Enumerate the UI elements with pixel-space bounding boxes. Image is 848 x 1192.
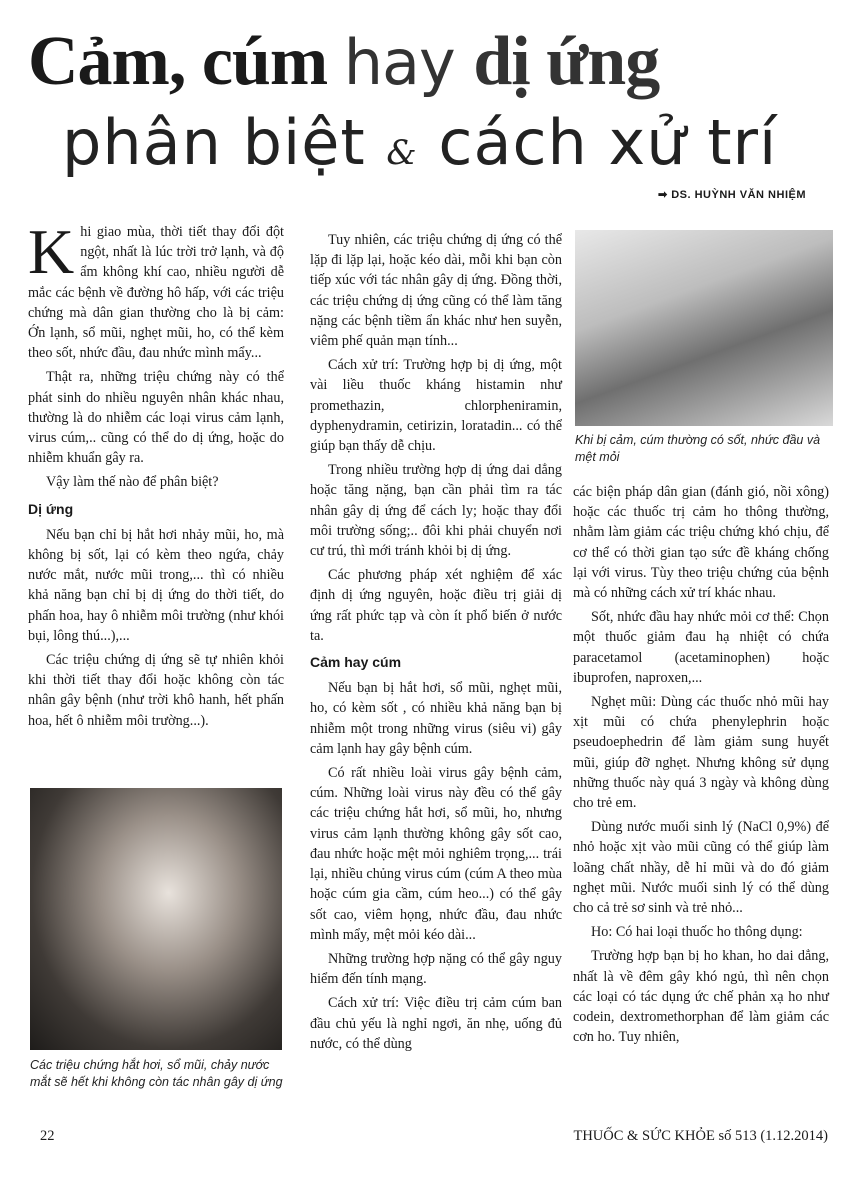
col1-para1 xyxy=(28,216,284,363)
col1-para2: Thật ra, những triệu chứng này có thể phát sinh do nhiều nguyên nhân khác nhau, thường là do nhiễm các loại virus cảm lạnh, virus cúm,.. cũng có thể do dị ứng, hoặc do nhiễm khuẩn gây ra. xyxy=(28,369,284,467)
column-2 xyxy=(310,230,562,1058)
sick-woman-photo xyxy=(575,230,833,426)
col3-para4: Dùng nước muối sinh lý (NaCl 0,9%) để nhỏ hoặc xịt vào mũi cũng có thể giúp làm loãng chất nhầy, dễ hỉ mũi và do đó giảm nghẹt mũi. Nước muối sinh lý có thể dùng cho cả trẻ sơ sinh và trẻ nhỏ... xyxy=(573,819,829,917)
col2-para4: Các phương pháp xét nghiệm để xác định dị ứng nguyên, hoặc điều trị giải dị ứng rất phức tạp và còn ít phổ biến ở nước ta. xyxy=(310,567,562,644)
col2-para3: Trong nhiều trường hợp dị ứng dai dẳng hoặc tăng nặng, bạn cần phải tìm ra tác nhân gây dị ứng để cách ly; hoặc thay đổi môi trường sống;.. đôi khi phải chuyển nơi cư trú, thì mới tránh khỏi bị dị ứng. xyxy=(310,462,562,560)
drop-cap: K xyxy=(28,216,75,287)
col3-para1: các biện pháp dân gian (đánh gió, nồi xông) hoặc các thuốc trị cảm ho thông thường, nhằm làm giảm các triệu chứng khó chịu, để cơ thể có thời gian tạo sức đề kháng chống lại với virus. Tùy theo triệu chứng của bệnh mà có những cách xử trí khác nhau. xyxy=(573,484,829,602)
photo-caption-2: Các triệu chứng hắt hơi, sổ mũi, chảy nước mắt sẽ hết khi không còn tác nhân gây dị ứng xyxy=(30,1058,283,1089)
col2-para7: Những trường hợp nặng có thể gây nguy hiểm đến tính mạng. xyxy=(310,950,562,988)
col2-para2: Cách xử trí: Trường hợp bị dị ứng, một vài liều thuốc kháng histamin như promethazin, chlorpheniramin, dyphenydramin, cetirizin, loratadin... có thể giúp bạn thấy dễ chịu. xyxy=(310,357,562,455)
col3-para5: Ho: Có hai loại thuốc ho thông dụng: xyxy=(591,924,803,941)
col1-para3: Vậy làm thế nào để phân biệt? xyxy=(46,474,219,491)
woman-sneezing-photo xyxy=(30,788,282,1050)
col3-para3: Nghẹt mũi: Dùng các thuốc nhỏ mũi hay xịt mũi có chứa phenylephrin hoặc pseudoephedrin để làm giảm sung huyết mũi, giúp đỡ nghẹt. Nhưng không sử dụng những thuốc này quá 3 ngày và không dùng cho trẻ em. xyxy=(573,694,829,812)
author-byline: ➡ DS. HUỲNH VĂN NHIỆM xyxy=(657,189,806,201)
page-number: 22 xyxy=(40,1128,55,1144)
col3-para2: Sốt, nhức đầu hay nhức mỏi cơ thể: Chọn một thuốc giảm đau hạ nhiệt có chứa paracetamol (acetaminophen) hoặc ibuprofen, naproxen,... xyxy=(573,609,829,686)
article-title-line2 xyxy=(62,103,777,193)
section-heading-allergy: Dị ứng xyxy=(28,500,74,517)
photo-caption-1: Khi bị cảm, cúm thường có sốt, nhức đầu và mệt mỏi xyxy=(575,433,821,464)
section-heading-cold-flu: Cảm hay cúm xyxy=(310,654,402,671)
column-3 xyxy=(573,482,829,1051)
col3-para6: Trường hợp bạn bị ho khan, ho dai dẳng, nhất là về đêm gây khó ngủ, thì nên chọn các loại có tác dụng ức chế phản xạ ho như codein, dextromethorphan để làm giảm các cơn ho. Tuy nhiên, xyxy=(573,948,829,1046)
col1-para1-text: hi giao mùa, thời tiết thay đổi đột ngột, nhất là lúc trời trở lạnh, và độ ẩm không khí cao, nhiều người dễ mắc các bệnh về đường hô hấp, với các triệu chứng mà dân gian thường cho là bị cảm: Ớn lạnh, sổ mũi, nghẹt mũi, ho, có thể kèm theo sốt, nhức đầu, đau nhức mình mẩy... xyxy=(28,224,284,362)
col2-para8: Cách xử trí: Việc điều trị cảm cúm ban đầu chủ yếu là nghỉ ngơi, ăn nhẹ, uống đủ nước, có thể dùng xyxy=(310,995,562,1052)
title-line2b: cách xử trí xyxy=(417,106,778,179)
title-part1: Cảm, cúm xyxy=(28,23,344,100)
col2-para1: Tuy nhiên, các triệu chứng dị ứng có thể lặp đi lặp lại, hoặc kéo dài, mỗi khi bạn còn tiếp xúc với tác nhân gây dị ứng. Đồng thời, các triệu chứng dị ứng cũng có thể làm tăng nặng các bệnh tiềm ẩn khác như hen suyễn, viêm phế quản mạn tính... xyxy=(310,232,562,350)
title-part2: hay xyxy=(343,26,474,99)
title-part3: dị ứng xyxy=(473,23,660,100)
title-line2a: phân biệt xyxy=(62,106,387,179)
col1-para5: Các triệu chứng dị ứng sẽ tự nhiên khỏi khi thời tiết thay đổi hoặc không còn tác nhân gây bệnh (như trời khô hanh, hết phấn hoa, hết ô nhiễm môi trường...). xyxy=(28,652,284,729)
title-ampersand: & xyxy=(386,133,418,173)
article-title-line1 xyxy=(28,22,659,103)
column-1 xyxy=(28,216,284,735)
magazine-issue: THUỐC & SỨC KHỎE số 513 (1.12.2014) xyxy=(573,1128,828,1144)
col1-para4: Nếu bạn chỉ bị hắt hơi nhảy mũi, ho, mà không bị sốt, lại có kèm theo ngứa, chảy nước mắt, nước mũi trong,... thì có nhiều khả năng bạn chỉ bị dị ứng do thời tiết, do phấn hoa, hay ô nhiễm môi trường (như khói bụi, lông thú...),... xyxy=(28,526,284,644)
col2-para5: Nếu bạn bị hắt hơi, sổ mũi, nghẹt mũi, ho, có kèm sốt , có nhiều khả năng bạn bị nhiễm một trong những virus (siêu vi) gây cảm lạnh hay gây bệnh cúm. xyxy=(310,680,562,757)
col2-para6: Có rất nhiều loài virus gây bệnh cảm, cúm. Những loài virus này đều có thể gây các triệu chứng hắt hơi, sổ mũi, ho, nhưng virus cảm lạnh thường không gây sốt cao, đau nhức hoặc mệt mỏi nghiêm trọng,... trái lại, nhiều chủng virus cúm (cúm A theo mùa hoặc cúm gia cầm, cúm heo...) có thể gây sốt cao, viêm họng, nhức đầu, đau nhức mình mẩy, mệt mỏi kéo dài... xyxy=(310,765,562,943)
